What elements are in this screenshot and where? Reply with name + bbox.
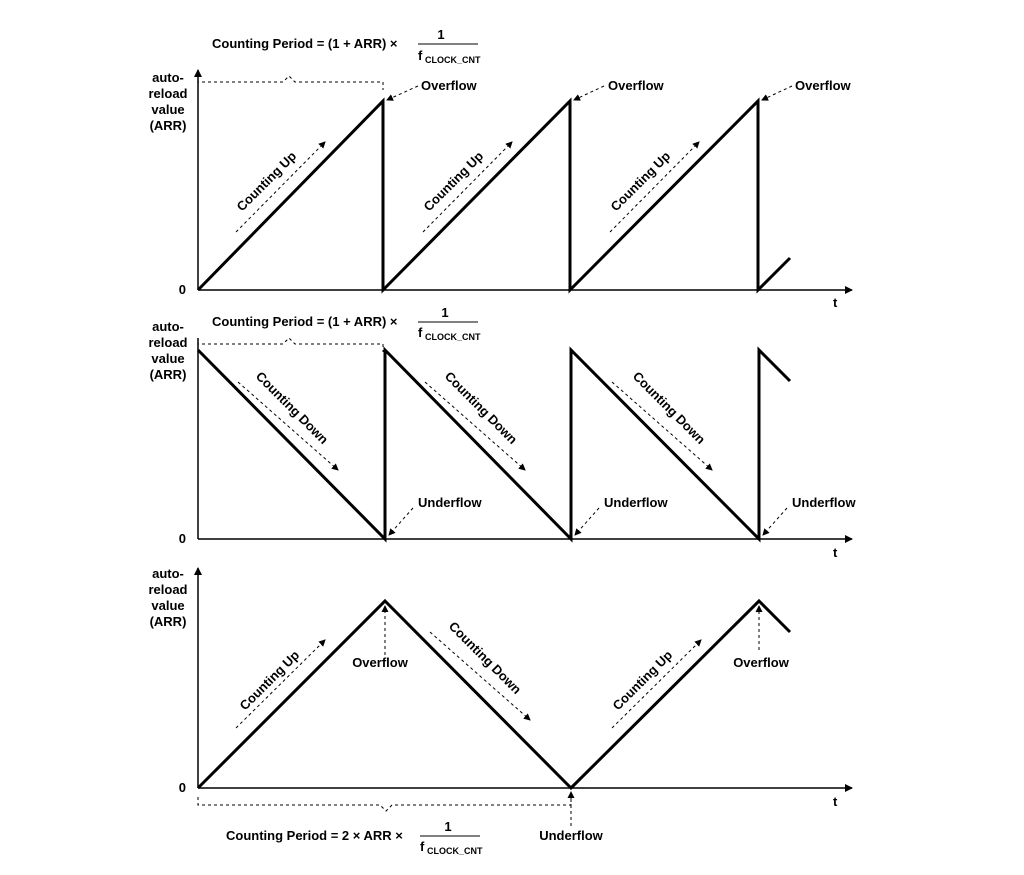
down-counting-waveform <box>198 350 790 539</box>
counting-down-label-mid-3: Counting Down <box>629 368 709 448</box>
up-counting-waveform <box>198 101 790 290</box>
overflow-pointer-top-2 <box>574 86 604 100</box>
counting-up-arrow-bot-2 <box>609 640 701 728</box>
y-label-mid-1: auto- <box>152 319 184 334</box>
counting-down-label-mid-1: Counting Down <box>252 368 332 448</box>
formula-bot-den-sub: CLOCK_CNT <box>427 846 483 856</box>
overflow-label-top-2: Overflow <box>608 78 664 93</box>
y-label-mid-2: reload <box>148 335 188 350</box>
period-brace-top <box>198 76 383 90</box>
overflow-pointer-top-1 <box>387 86 418 100</box>
y-label-bot-4: (ARR) <box>149 614 187 629</box>
underflow-label-mid-1: Underflow <box>418 495 482 510</box>
period-brace-bot <box>198 797 571 811</box>
counting-down-label-mid-2: Counting Down <box>441 368 521 448</box>
formula-bot-main: Counting Period = 2 × ARR × <box>226 828 403 843</box>
counting-up-label-top-1: Counting Up <box>233 148 300 215</box>
counting-up-label-bot-2: Counting Up <box>609 647 676 714</box>
underflow-label-mid-3: Underflow <box>792 495 856 510</box>
center-aligned-waveform <box>198 601 790 788</box>
panel-center-aligned-counting <box>148 566 852 856</box>
overflow-pointer-top-3 <box>762 86 792 100</box>
counting-up-arrow-bot-1 <box>236 640 325 728</box>
y-label-top-4: (ARR) <box>149 118 187 133</box>
overflow-label-top-1: Overflow <box>421 78 477 93</box>
formula-mid-den-sub: CLOCK_CNT <box>425 332 481 342</box>
counting-up-label-top-3: Counting Up <box>607 148 674 215</box>
y-label-bot-2: reload <box>148 582 188 597</box>
formula-top-num: 1 <box>437 27 445 42</box>
underflow-pointer-mid-1 <box>389 508 413 535</box>
y-label-bot-1: auto- <box>152 566 184 581</box>
formula-mid-num: 1 <box>441 305 449 320</box>
y-label-bot-3: value <box>151 598 185 613</box>
t-label-bot: t <box>833 794 838 809</box>
formula-bot-den: f <box>420 839 425 854</box>
formula-mid-den: f <box>418 325 423 340</box>
y-label-top-1: auto- <box>152 70 184 85</box>
counting-up-label-top-2: Counting Up <box>420 148 487 215</box>
zero-label-top: 0 <box>178 282 186 297</box>
counting-up-label-bot-1: Counting Up <box>236 647 303 714</box>
overflow-label-top-3: Overflow <box>795 78 851 93</box>
formula-mid-main: Counting Period = (1 + ARR) × <box>212 314 398 329</box>
period-brace-mid <box>198 338 383 352</box>
t-label-mid: t <box>833 545 838 560</box>
panel-down-counting <box>148 305 856 560</box>
underflow-pointer-mid-2 <box>575 508 599 535</box>
underflow-pointer-mid-3 <box>763 508 787 535</box>
zero-label-bot: 0 <box>178 780 186 795</box>
formula-top-den-sub: CLOCK_CNT <box>425 55 481 65</box>
underflow-label-mid-2: Underflow <box>604 495 668 510</box>
formula-top-main: Counting Period = (1 + ARR) × <box>212 36 398 51</box>
y-label-top-3: value <box>151 102 185 117</box>
zero-label-mid: 0 <box>178 531 186 546</box>
counting-down-label-bot: Counting Down <box>445 618 525 698</box>
y-label-mid-3: value <box>151 351 185 366</box>
y-label-mid-4: (ARR) <box>149 367 187 382</box>
t-label-top: t <box>833 295 838 310</box>
y-label-top-2: reload <box>148 86 188 101</box>
formula-bot-num: 1 <box>444 819 452 834</box>
panel-up-counting <box>148 27 852 310</box>
overflow-label-bot-2: Overflow <box>733 655 789 670</box>
overflow-label-bot-1: Overflow <box>352 655 408 670</box>
formula-top-den: f <box>418 48 423 63</box>
underflow-label-bot: Underflow <box>539 828 603 843</box>
